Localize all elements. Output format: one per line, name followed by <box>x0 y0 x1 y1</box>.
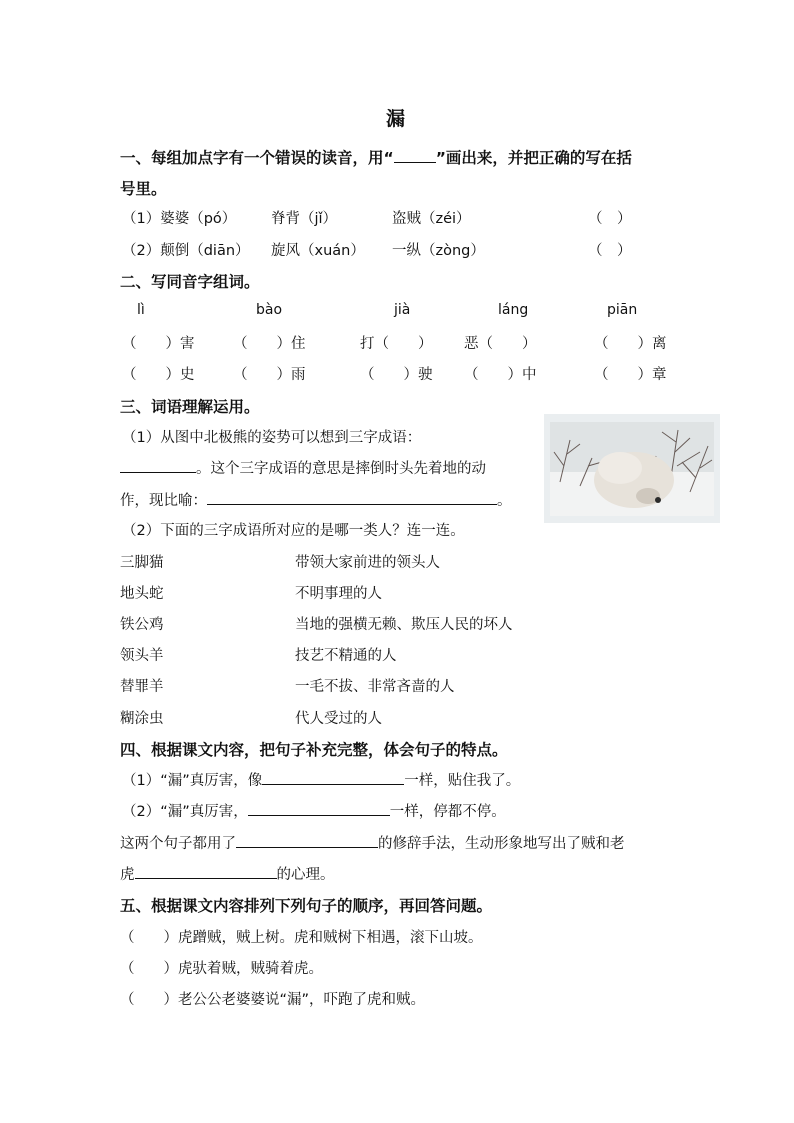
s2-row2-word5[interactable]: （ ）章 <box>594 367 667 383</box>
s1-row1-answer[interactable]: （ ） <box>588 211 632 227</box>
s3-q1-line3 <box>120 489 512 510</box>
section-3-heading: 三、词语理解运用。 <box>120 398 260 416</box>
s4-line3-end: 的修辞手法，生动形象地写出了贼和老 <box>378 836 625 852</box>
polar-bear-photo <box>544 414 720 523</box>
idiom-left-5[interactable]: 替罪羊 <box>120 679 164 695</box>
s2-row1-word3[interactable]: 打（ ） <box>360 336 433 352</box>
s3-q1-line3-end: 。 <box>497 493 512 509</box>
meaning-right-2[interactable]: 不明事理的人 <box>295 586 382 602</box>
s4-line2-start: （2）“漏”真厉害， <box>122 804 248 820</box>
page-title: 漏 <box>386 108 406 130</box>
s2-row2-word4[interactable]: （ ）中 <box>464 367 537 383</box>
s4-line2 <box>122 800 506 821</box>
s2-row1-word1[interactable]: （ ）害 <box>122 336 195 352</box>
idiom-left-6[interactable]: 糊涂虫 <box>120 711 164 727</box>
s1-row1-item2: 脊背（jǐ） <box>271 211 338 227</box>
pinyin-pian: piān <box>607 302 638 318</box>
idiom-left-3[interactable]: 铁公鸡 <box>120 617 164 633</box>
s2-row2-word3[interactable]: （ ）驶 <box>360 367 433 383</box>
meaning-right-4[interactable]: 技艺不精通的人 <box>295 648 397 664</box>
s1-row1-item1: （1）婆婆（pó） <box>122 211 237 227</box>
order-item-3[interactable]: （ ）老公公老婆婆说“漏”，吓跑了虎和贼。 <box>120 992 426 1008</box>
pinyin-jia: jià <box>394 302 411 318</box>
meaning-right-6[interactable]: 代人受过的人 <box>295 711 382 727</box>
section-1-heading-part-a: 一、每组加点字有一个错误的读音，用“ <box>120 149 394 167</box>
s1-row2-answer[interactable]: （ ） <box>588 243 632 259</box>
s4-blank-4[interactable] <box>135 865 277 879</box>
section-4-heading: 四、根据课文内容，把句子补充完整，体会句子的特点。 <box>120 741 508 759</box>
section-5-heading: 五、根据课文内容排列下列句子的顺序，再回答问题。 <box>120 897 493 915</box>
polar-bear-image <box>550 422 714 516</box>
s4-line4 <box>120 863 335 884</box>
s4-blank-2[interactable] <box>248 802 390 816</box>
section-1-heading-cont: 号里。 <box>120 180 167 198</box>
s4-line4-end: 的心理。 <box>276 867 335 883</box>
s4-blank-3[interactable] <box>236 834 378 848</box>
s4-line1-end: 一样，贴住我了。 <box>404 773 521 789</box>
underline-sample <box>394 149 436 163</box>
metaphor-answer-blank[interactable] <box>207 491 497 505</box>
s2-row2-word2[interactable]: （ ）雨 <box>233 367 306 383</box>
s1-row2-item2: 旋风（xuán） <box>271 243 365 259</box>
s3-q1-line1: （1）从图中北极熊的姿势可以想到三字成语： <box>122 430 422 446</box>
s4-line3-start: 这两个句子都用了 <box>120 836 236 852</box>
meaning-right-5[interactable]: 一毛不拔、非常吝啬的人 <box>295 679 455 695</box>
s3-q2: （2）下面的三字成语所对应的是哪一类人？连一连。 <box>122 523 465 539</box>
s2-row1-word2[interactable]: （ ）住 <box>233 336 306 352</box>
pinyin-li: lì <box>137 302 145 318</box>
pinyin-lang: láng <box>498 302 529 318</box>
s2-row1-word5[interactable]: （ ）离 <box>594 336 667 352</box>
s4-line1-start: （1）“漏”真厉害，像 <box>122 773 263 789</box>
s4-line4-start: 虎 <box>120 867 135 883</box>
meaning-right-1[interactable]: 带领大家前进的领头人 <box>295 555 440 571</box>
meaning-right-3[interactable]: 当地的强横无赖、欺压人民的坏人 <box>295 617 513 633</box>
s1-row2-item3: 一纵（zòng） <box>392 243 485 259</box>
idiom-answer-blank[interactable] <box>120 459 196 473</box>
s2-row2-word1[interactable]: （ ）史 <box>122 367 195 383</box>
s4-line2-end: 一样，停都不停。 <box>389 804 506 820</box>
order-item-2[interactable]: （ ）虎驮着贼，贼骑着虎。 <box>120 961 323 977</box>
s1-row1-item3: 盗贼（zéi） <box>392 211 471 227</box>
s4-line1 <box>122 769 520 790</box>
s3-q1-line3-text: 作，现比喻： <box>120 493 207 509</box>
s3-q1-line2 <box>120 457 486 478</box>
s3-q1-line2-text: 。这个三字成语的意思是摔倒时头先着地的动 <box>196 461 486 477</box>
idiom-left-1[interactable]: 三脚猫 <box>120 555 164 571</box>
s2-row1-word4[interactable]: 恶（ ） <box>464 336 537 352</box>
pinyin-bao: bào <box>256 302 283 318</box>
idiom-left-2[interactable]: 地头蛇 <box>120 586 164 602</box>
section-1-heading <box>120 146 632 168</box>
s1-row2-item1: （2）颠倒（diān） <box>122 243 250 259</box>
s4-blank-1[interactable] <box>262 771 404 785</box>
idiom-left-4[interactable]: 领头羊 <box>120 648 164 664</box>
order-item-1[interactable]: （ ）虎蹭贼，贼上树。虎和贼树下相遇，滚下山坡。 <box>120 930 483 946</box>
section-1-heading-part-b: ”画出来，并把正确的写在括 <box>435 149 632 167</box>
s4-line3 <box>120 832 625 853</box>
section-2-heading: 二、写同音字组词。 <box>120 273 260 291</box>
